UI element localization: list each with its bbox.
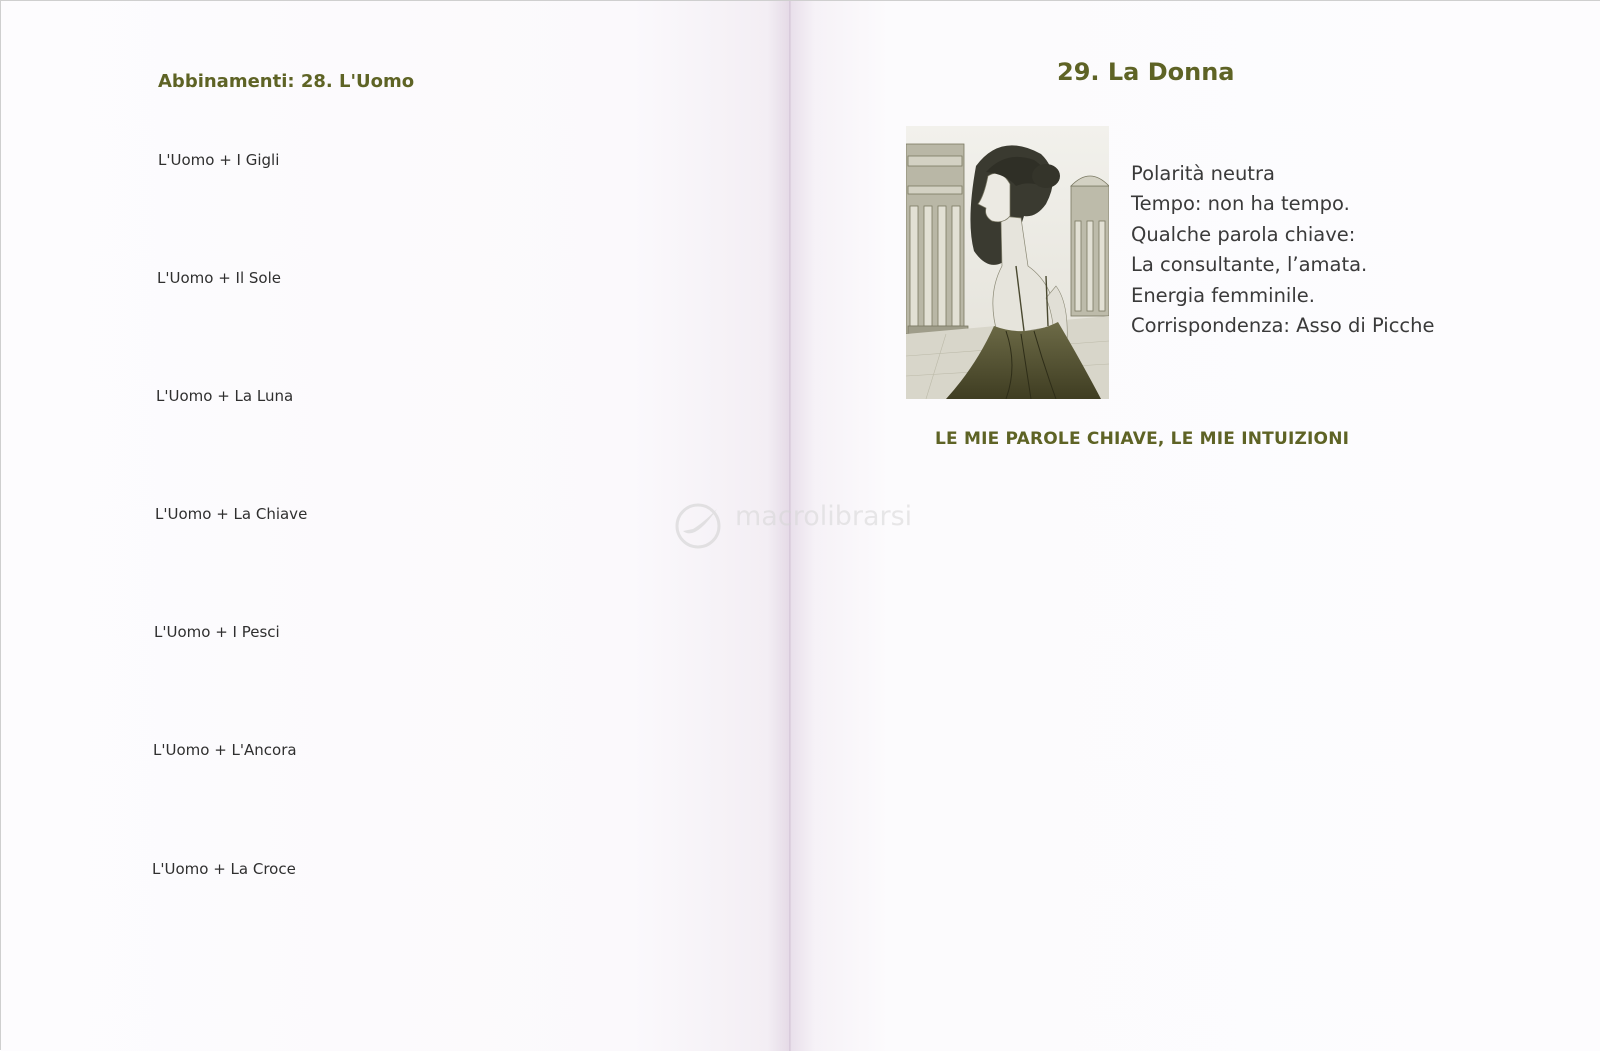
info-line: Energia femminile. xyxy=(1131,283,1315,307)
info-line: La consultante, l’amata. xyxy=(1131,253,1368,277)
info-line: Tempo: non ha tempo. xyxy=(1131,192,1350,216)
combination-item: L'Uomo + I Pesci xyxy=(154,623,280,641)
info-line: Corrispondenza: Asso di Picche xyxy=(1131,314,1435,338)
watermark-brand: macrolibrarsi xyxy=(735,501,913,532)
combination-item: L'Uomo + Il Sole xyxy=(157,269,281,287)
leaf-check-icon xyxy=(673,501,729,551)
combination-item: L'Uomo + La Luna xyxy=(156,387,294,405)
keywords-heading: LE MIE PAROLE CHIAVE, LE MIE INTUIZIONI xyxy=(935,429,1350,449)
combination-item: L'Uomo + La Croce xyxy=(152,860,296,878)
woman-portrait-illustration xyxy=(906,126,1109,399)
combination-item: L'Uomo + L'Ancora xyxy=(153,741,297,759)
combination-item: L'Uomo + I Gigli xyxy=(158,151,280,169)
card-title: 29. La Donna xyxy=(1057,58,1235,86)
combination-item: L'Uomo + La Chiave xyxy=(155,505,308,523)
info-line: Polarità neutra xyxy=(1131,162,1275,185)
info-line: Qualche parola chiave: xyxy=(1131,222,1356,246)
card-info-list xyxy=(1131,159,1435,341)
watermark xyxy=(673,501,933,551)
left-page-heading: Abbinamenti: 28. L'Uomo xyxy=(158,71,415,92)
